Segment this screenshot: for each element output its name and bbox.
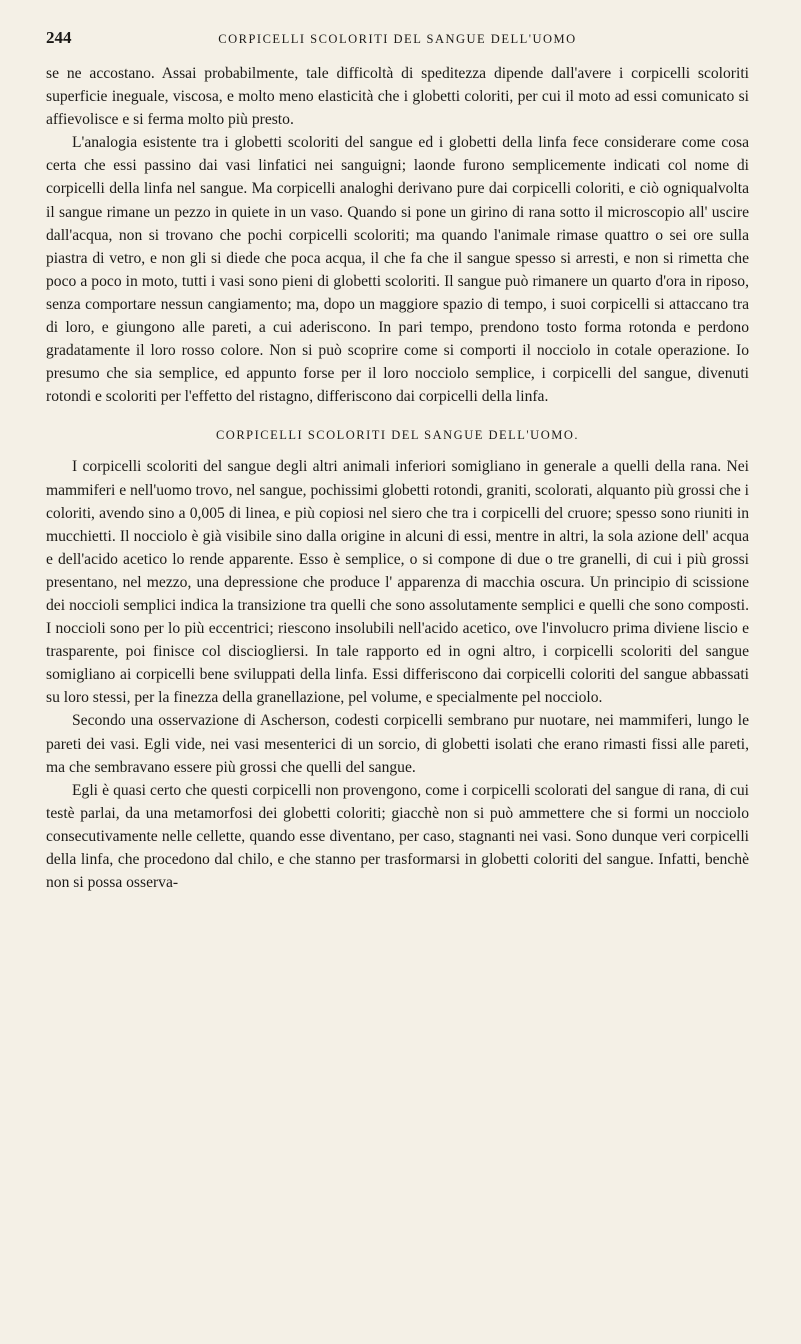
paragraph: se ne accostano. Assai probabilmente, tale difficoltà di speditezza dipende dall'avere i corpicelli scoloriti superficie ineguale, viscosa, e molto meno elasticità che i globetti coloriti, per cui il moto ad essi comunicato si affievolisce e si ferma molto più presto.: [46, 65, 749, 129]
running-head: [46, 28, 749, 56]
paragraph: Egli è quasi certo che questi corpicelli non provengono, come i corpicelli scolorati del sangue di rana, di cui testè parlai, da una metamorfosi dei globetti coloriti; giacchè non si può ammettere che si formi un nocciolo consecutivamente nelle cellette, quando esse diventano, per caso, stagnanti nei vasi. Sono dunque veri corpicelli della linfa, che procedono dal chilo, e che stanno per trasformarsi in globetti coloriti del sangue. Infatti, benchè non si possa osserva-: [46, 781, 749, 892]
paragraph: I corpicelli scoloriti del sangue degli altri animali inferiori somigliano in generale a quelli della rana. Nei mammiferi e nell'uomo trovo, nel sangue, pochissimi globetti rotondi, graniti, scolorati, alquanto più grossi che i coloriti, avendo sino a 0,005 di linea, e più copiosi nel siero che tra i corpicelli del cruore; spesso sono riuniti in mucchietti. Il nocciolo è già visibile sino dalla origine in alcuni di essi, mentre in altri, la sola azione dell' acqua e dell'acido acetico lo rende apparente. Esso è semplice, o si compone di due o tre granelli, di cui i più grossi presentano, nel mezzo, una depressione che produce l' apparenza di macchia oscura. Un principio di scissione dei noccioli semplici indica la transizione tra quelli che sono assolutamente semplici e quelli che sono composti. I noccioli sono per lo più eccentrici; riescono insolubili nell'acido acetico, ove l'involucro prima diviene liscio e trasparente, poi finisce col disciogliersi. In tale rapporto ed in ogni altro, i corpicelli scoloriti del sangue somigliano ai corpicelli bene sviluppati della linfa. Essi differiscono dai corpicelli coloriti del sangue abbassati su loro stessi, per la finezza della granellazione, pel volume, e specialmente pel nocciolo.: [46, 458, 749, 707]
section-heading: CORPICELLI SCOLORITI DEL SANGUE DELL'UOMO.: [215, 428, 580, 443]
paragraph: Secondo una osservazione di Ascherson, codesti corpicelli sembrano pur nuotare, nei mammiferi, lungo le pareti dei vasi. Egli vide, nei vasi mesenterici di un sorcio, di globetti isolati che erano rimasti fissi alle pareti, ma che sembravano essere più grossi che quelli del sangue.: [46, 712, 749, 776]
paragraph: L'analogia esistente tra i globetti scoloriti del sangue ed i globetti della linfa fece considerare come cosa certa che essi passino dai vasi linfatici nei sanguigni; laonde furono semplicemente indicati col nome di corpicelli della linfa nel sangue. Ma corpicelli analoghi derivano pure dai corpicelli coloriti, e ciò ogniqualvolta il sangue rimane un pezzo in quiete in un vaso. Quando si pone un girino di rana sotto il microscopio all' uscire dall'acqua, non si trovano che pochi corpicelli scoloriti; ma quando l'animale rimase quattro o sei ore sulla piastra di vetro, e non gli si diede che poca acqua, il che fa che il sangue spesso si arresti, e non si rimetta che poco a poco in moto, tutti i vasi sono pieni di globetti scoloriti. Il sangue può rimanere un quarto d'ora in riposo, senza comportare nessun cangiamento; ma, dopo un maggiore spazio di tempo, i suoi corpicelli si attaccano tra di loro, e giungono alle pareti, a cui aderiscono. In pari tempo, prendono tosto forma rotonda e perdono gradatamente il loro rosso colore. Non si può scoprire come si comporti il nocciolo in cotale operazione. Io presumo che sia semplice, ed appunto forse per il loro nocciolo semplice, i corpicelli del sangue, divenuti rotondi e scoloriti per l'effetto del ristagno, differiscono dai corpicelli della linfa.: [46, 134, 749, 406]
page-number: 244: [46, 28, 72, 47]
running-title: CORPICELLI SCOLORITI DEL SANGUE DELL'UOMO: [218, 32, 577, 46]
